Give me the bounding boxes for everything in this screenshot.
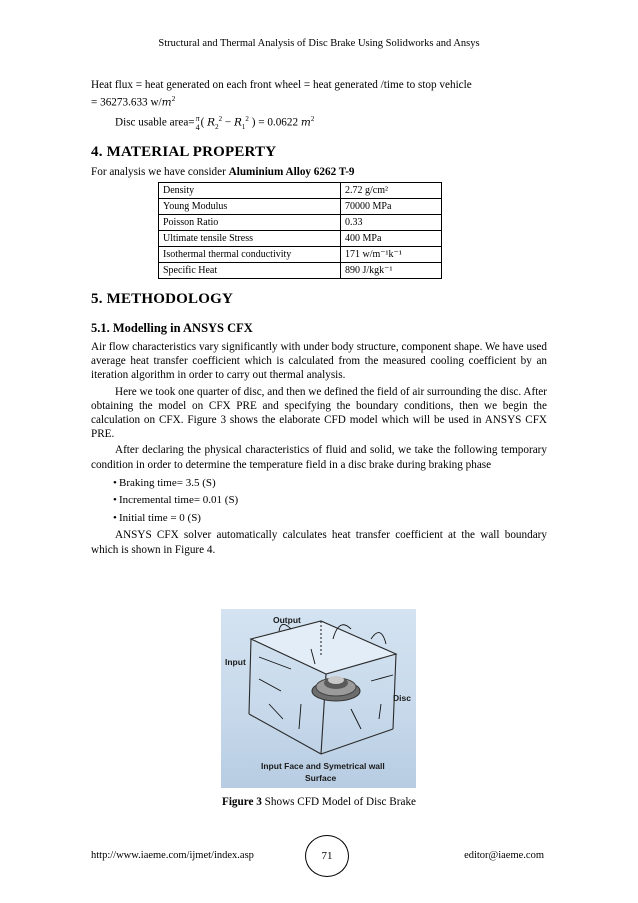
pi-symbol: π (195, 114, 200, 124)
figure-label-face: Input Face and Symetrical wall (261, 761, 385, 771)
figure-caption (0, 796, 638, 808)
property-name-cell: Density (159, 183, 341, 199)
heat-flux-unit: m (161, 96, 172, 109)
footer-email-link[interactable]: editor@iaeme.com (464, 850, 544, 861)
property-name-cell: Ultimate tensile Stress (159, 231, 341, 247)
table-row (159, 199, 442, 215)
material-name: Aluminium Alloy 6262 T-9 (228, 166, 355, 178)
figure-label-surface: Surface (305, 773, 337, 783)
condition-item-incremental: • Incremental time= 0.01 (S) (113, 494, 239, 507)
condition-item-braking: • Braking time= 3.5 (S) (113, 476, 216, 489)
minus-sign: − (222, 116, 234, 129)
cfd-model-figure (221, 609, 416, 788)
methodology-para-4: ANSYS CFX solver automatically calculates heat transfer coefficient at the wall boundary which is shown in Figure 4. (91, 529, 547, 556)
section-4 (91, 144, 547, 179)
material-intro-text: For analysis we have consider (91, 166, 229, 178)
section-4-title: 4. MATERIAL PROPERTY (91, 144, 277, 160)
figure-label-disc: Disc (393, 693, 411, 703)
r2-symbol: R (207, 116, 216, 129)
area-exp: 2 (310, 115, 315, 124)
section-5-1-title: 5.1. Modelling in ANSYS CFX (91, 321, 253, 335)
property-name-cell: Isothermal thermal conductivity (159, 247, 341, 263)
running-header: Structural and Thermal Analysis of Disc Brake Using Solidworks and Ansys (158, 38, 480, 49)
disc-icon (312, 676, 360, 701)
table-row (159, 231, 442, 247)
figure-label-output: Output (273, 615, 301, 625)
heat-flux-line2 (91, 92, 547, 110)
r2-exp: 2 (218, 115, 223, 124)
disc-area-line (91, 112, 547, 134)
property-value-cell: 171 w/m⁻¹k⁻¹ (341, 247, 442, 263)
methodology-para-1: Air flow characteristics vary significantly with under body structure, component shape. We have used average heat transfer coefficient which is calculated from the measured cooling coefficient by an iteration algorithm in order to carry out thermal analysis. (91, 341, 547, 382)
formula-paren: ( (200, 116, 208, 129)
methodology-para-3: After declaring the physical characteristics of fluid and solid, we take the following temporary condition in order to determine the temperature field in a disc brake during braking phase (91, 444, 547, 471)
r1-exp: 2 (245, 115, 249, 124)
property-name-cell: Poisson Ratio (159, 215, 341, 231)
r2-sub: 2 (215, 123, 219, 132)
property-value-cell: 400 MPa (341, 231, 442, 247)
figure-caption-text: Shows CFD Model of Disc Brake (261, 796, 417, 808)
area-unit: m (300, 116, 311, 129)
heat-flux-value: = 36273.633 w/ (91, 96, 162, 109)
page-number: 71 (305, 835, 349, 877)
cfd-model-drawing (221, 609, 416, 788)
r1-symbol: R (233, 116, 242, 129)
r1-sub: 1 (241, 123, 246, 132)
heat-flux-block (91, 78, 547, 134)
property-value-cell: 2.72 g/cm² (341, 183, 442, 199)
figure-label-input: Input (225, 657, 246, 667)
property-value-cell: 70000 MPa (341, 199, 442, 215)
heat-flux-exp: 2 (171, 94, 176, 104)
condition-item-initial: • Initial time = 0 (S) (113, 511, 201, 524)
four-denominator: 4 (195, 123, 200, 133)
figure-caption-number: Figure 3 (221, 796, 262, 808)
property-name-cell: Specific Heat (159, 263, 341, 279)
property-name-cell: Young Modulus (159, 199, 341, 215)
condition-list (91, 475, 547, 528)
heat-flux-line1: Heat flux = heat generated on each front wheel = heat generated /time to stop vehicle (91, 79, 472, 91)
pi-over-four (196, 114, 200, 132)
table-row (159, 183, 442, 199)
material-intro (91, 165, 547, 179)
section-5 (91, 291, 547, 557)
area-result: ) = 0.0622 (248, 116, 301, 129)
methodology-para-2: Here we took one quarter of disc, and then we defined the field of air surrounding the disc. After obtaining the model on CFX PRE and specifying the boundary conditions, then we begin the calculation on CFX. Figure 3 shows the elaborate CFD model which will be used in ANSYS CFX PRE. (91, 385, 547, 441)
disc-area-label: Disc usable area= (115, 116, 195, 129)
material-property-table (158, 182, 442, 279)
section-5-title: 5. METHODOLOGY (91, 291, 233, 307)
table-row (159, 215, 442, 231)
property-value-cell: 0.33 (341, 215, 442, 231)
table-row (159, 263, 442, 279)
property-value-cell: 890 J/kgk⁻¹ (341, 263, 442, 279)
footer-url-link[interactable]: http://www.iaeme.com/ijmet/index.asp (91, 850, 254, 861)
table-row (159, 247, 442, 263)
